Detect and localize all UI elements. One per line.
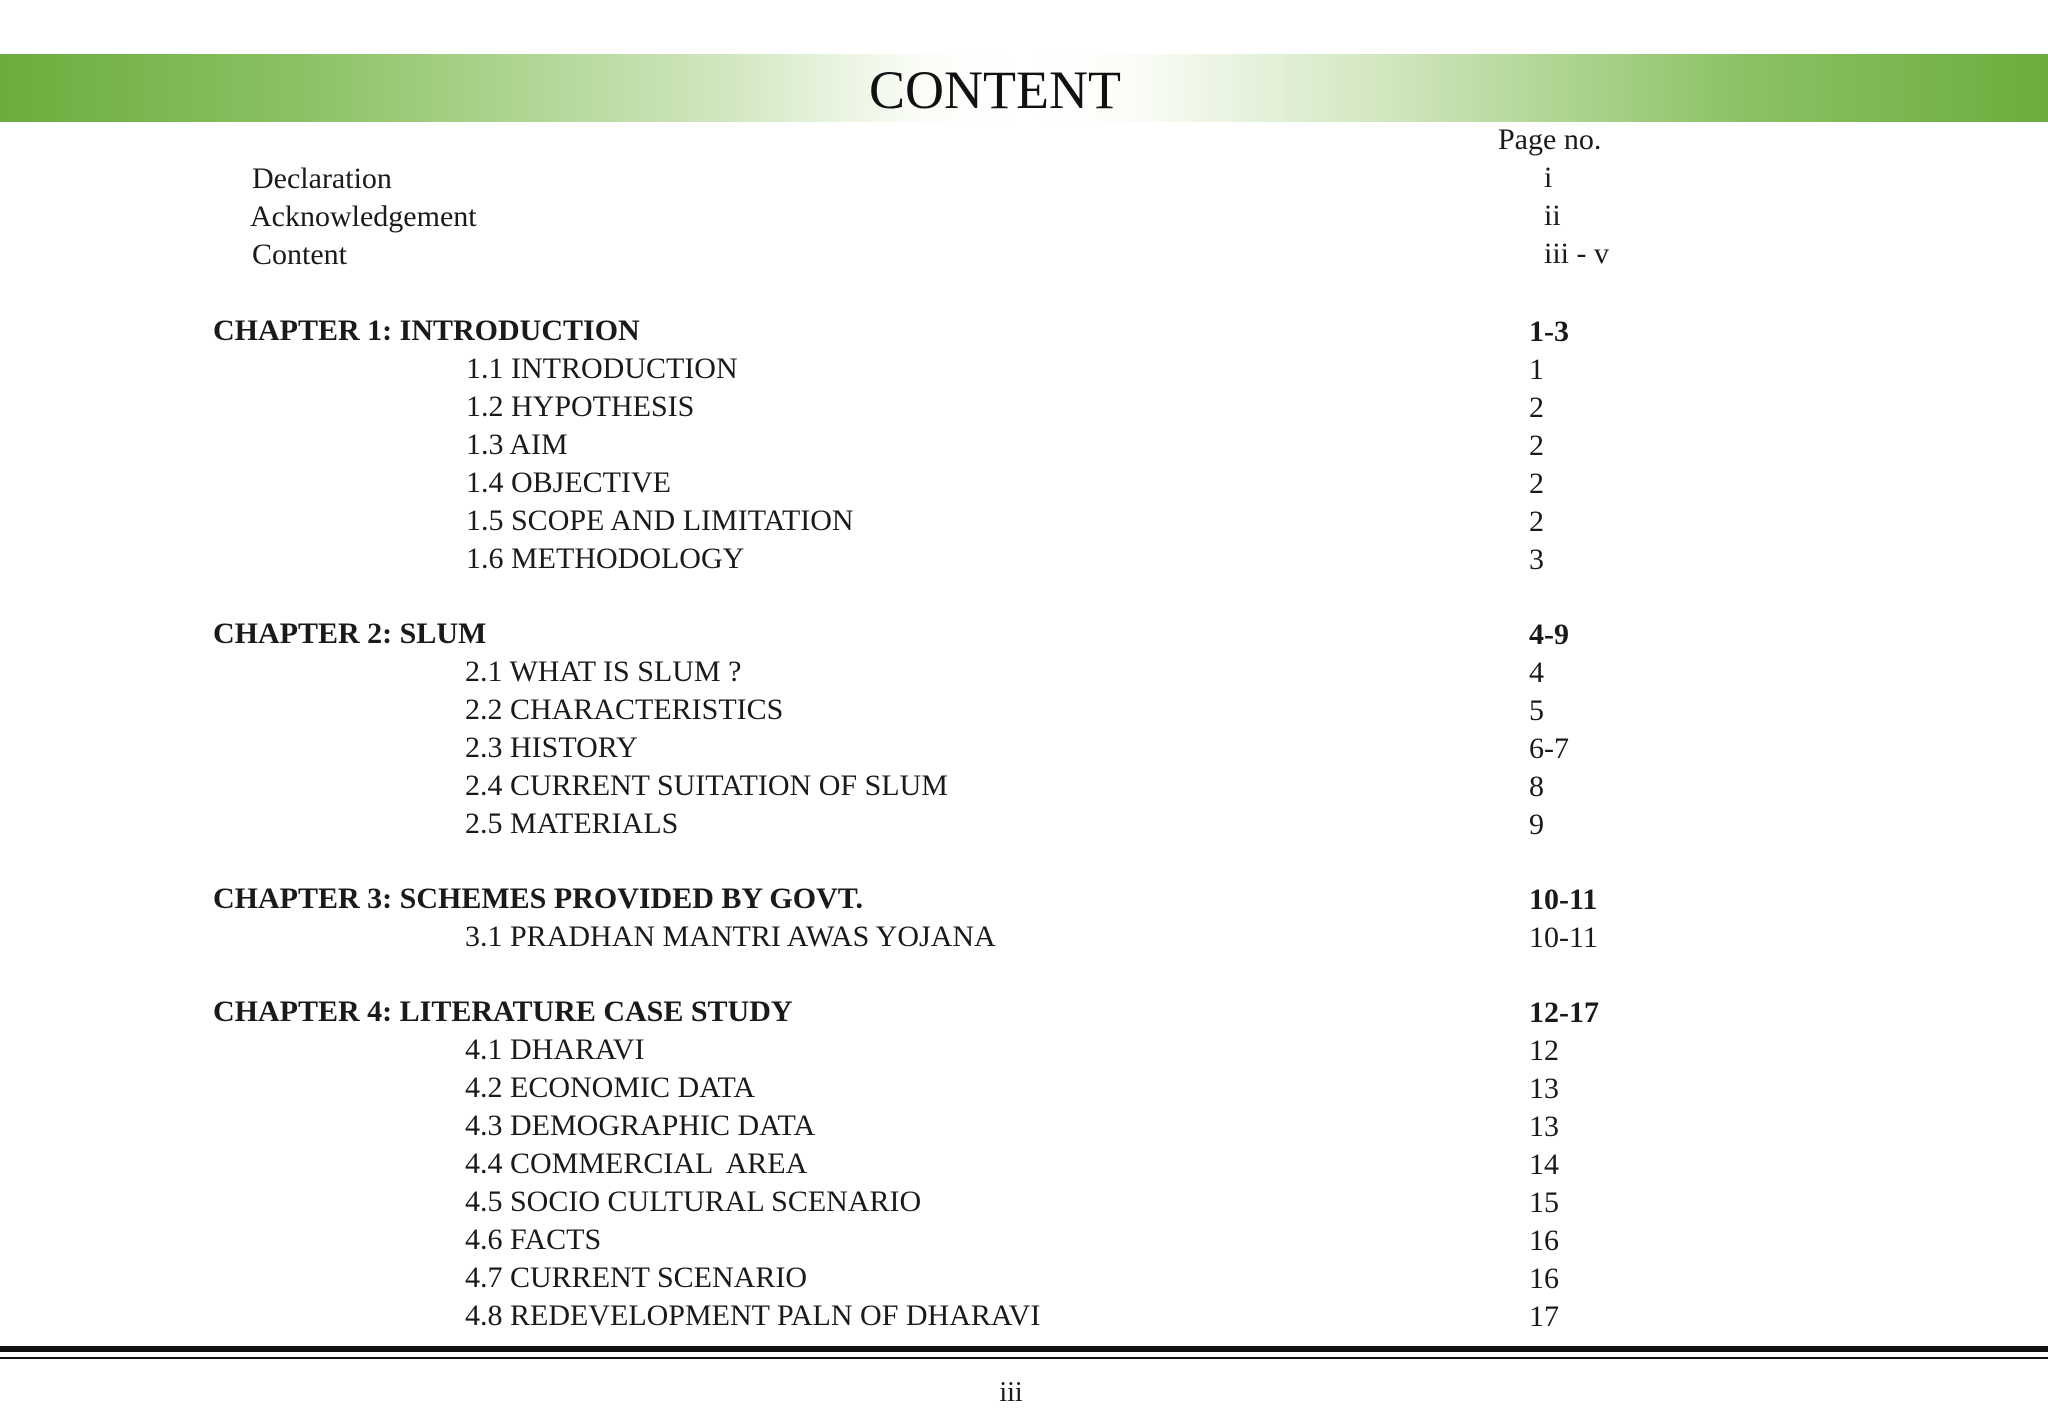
section-page: 2 (1529, 467, 1544, 500)
page-title: CONTENT (869, 60, 1121, 120)
section-label: 1.1 INTRODUCTION (466, 352, 738, 385)
front-matter-page: iii - v (1544, 237, 1609, 270)
section-page: 1 (1529, 353, 1544, 386)
section-page: 13 (1529, 1110, 1559, 1143)
footer-rule-thin (0, 1357, 2048, 1359)
section-page: 9 (1529, 808, 1544, 841)
section-label: 4.6 FACTS (465, 1223, 602, 1256)
section-label: 4.5 SOCIO CULTURAL SCENARIO (465, 1185, 922, 1218)
chapter-pages: 12-17 (1529, 996, 1599, 1029)
section-label: 3.1 PRADHAN MANTRI AWAS YOJANA (465, 920, 996, 953)
section-label: 1.4 OBJECTIVE (466, 466, 671, 499)
section-label: 1.6 METHODOLOGY (466, 542, 745, 575)
section-label: 4.2 ECONOMIC DATA (465, 1071, 756, 1104)
page-number: iii (999, 1377, 1023, 1408)
front-matter-label: Content (252, 238, 347, 271)
footer-rule-thick (0, 1346, 2048, 1352)
section-page: 2 (1529, 391, 1544, 424)
section-page: 14 (1529, 1148, 1559, 1181)
section-page: 3 (1529, 543, 1544, 576)
section-page: 2 (1529, 505, 1544, 538)
chapter-title: CHAPTER 1: INTRODUCTION (213, 314, 640, 347)
section-label: 4.8 REDEVELOPMENT PALN OF DHARAVI (465, 1299, 1041, 1332)
page-no-header: Page no. (1498, 123, 1602, 156)
section-label: 2.4 CURRENT SUITATION OF SLUM (465, 769, 948, 802)
front-matter-page: ii (1544, 199, 1561, 232)
section-page: 5 (1529, 694, 1544, 727)
chapter-pages: 4-9 (1529, 618, 1569, 651)
front-matter-page: i (1544, 161, 1553, 194)
section-label: 2.5 MATERIALS (465, 807, 679, 840)
section-label: 4.4 COMMERCIAL AREA (465, 1147, 808, 1180)
section-page: 10-11 (1529, 921, 1598, 954)
section-label: 2.3 HISTORY (465, 731, 638, 764)
section-page: 2 (1529, 429, 1544, 462)
chapter-title: CHAPTER 4: LITERATURE CASE STUDY (213, 995, 793, 1028)
section-label: 1.3 AIM (466, 428, 568, 461)
front-matter-label: Declaration (252, 162, 392, 195)
section-label: 4.7 CURRENT SCENARIO (465, 1261, 807, 1294)
section-label: 1.2 HYPOTHESIS (466, 390, 695, 423)
section-label: 2.2 CHARACTERISTICS (465, 693, 784, 726)
section-label: 4.1 DHARAVI (465, 1033, 645, 1066)
section-page: 12 (1529, 1034, 1559, 1067)
section-page: 8 (1529, 770, 1544, 803)
section-label: 1.5 SCOPE AND LIMITATION (466, 504, 854, 537)
chapter-pages: 1-3 (1529, 315, 1569, 348)
section-page: 15 (1529, 1186, 1559, 1219)
chapter-title: CHAPTER 3: SCHEMES PROVIDED BY GOVT. (213, 882, 864, 915)
section-page: 6-7 (1529, 732, 1569, 765)
section-page: 16 (1529, 1224, 1559, 1257)
chapter-pages: 10-11 (1529, 883, 1598, 916)
front-matter-label: Acknowledgement (250, 200, 477, 233)
section-label: 4.3 DEMOGRAPHIC DATA (465, 1109, 816, 1142)
section-page: 17 (1529, 1300, 1559, 1333)
section-page: 13 (1529, 1072, 1559, 1105)
section-page: 4 (1529, 656, 1544, 689)
chapter-title: CHAPTER 2: SLUM (213, 617, 487, 650)
section-label: 2.1 WHAT IS SLUM ? (465, 655, 742, 688)
section-page: 16 (1529, 1262, 1559, 1295)
